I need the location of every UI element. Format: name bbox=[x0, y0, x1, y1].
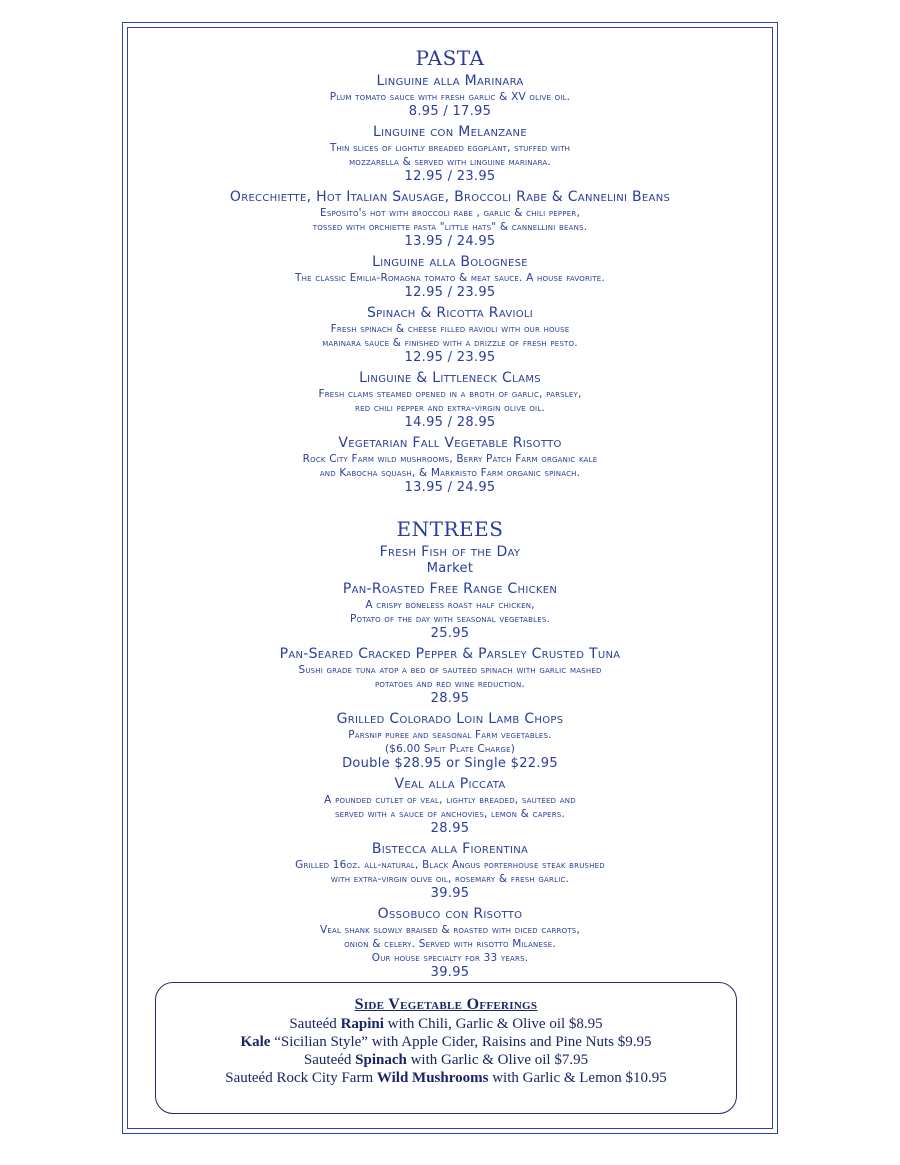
menu-item-name: Orecchiette, Hot Italian Sausage, Broccoli Rabe & Cannelini Beans bbox=[229, 189, 671, 205]
menu-item-description: and Kabocha squash, & Markristo Farm organic spinach. bbox=[319, 467, 581, 479]
menu-item-description: Grilled 16oz. all-natural, Black Angus porterhouse steak brushed bbox=[295, 859, 605, 871]
menu-item-description: Thin slices of lightly breaded eggplant, stuffed with bbox=[329, 142, 571, 154]
menu-item-description: Sushi grade tuna atop a bed of sauteéd spinach with garlic mashed bbox=[298, 664, 602, 676]
side-item bbox=[156, 1015, 736, 1033]
menu-item-description: served with a sauce of anchovies, lemon & capers. bbox=[335, 808, 565, 820]
menu-item-price: 28.95 bbox=[430, 691, 470, 706]
side-item-text: Sauteéd bbox=[303, 1052, 356, 1068]
side-item-text: Sauteéd bbox=[289, 1016, 341, 1032]
menu-item-price: 13.95 / 24.95 bbox=[404, 234, 496, 249]
menu-item-description: potatoes and red wine reduction. bbox=[375, 678, 525, 690]
menu-item-price: 28.95 bbox=[430, 821, 470, 836]
menu-item-name: Grilled Colorado Loin Lamb Chops bbox=[336, 711, 564, 727]
menu-item-name: Linguine alla Bolognese bbox=[372, 254, 528, 270]
menu-item bbox=[135, 369, 765, 430]
menu-item bbox=[135, 304, 765, 365]
menu-item-description: Potato of the day with seasonal vegetables. bbox=[349, 613, 551, 625]
entrees-list bbox=[135, 543, 765, 980]
side-item-name: Spinach bbox=[355, 1052, 407, 1068]
menu-item-name: Spinach & Ricotta Ravioli bbox=[366, 305, 534, 321]
menu-item-price: 12.95 / 23.95 bbox=[404, 285, 496, 300]
menu-item-description: A crispy boneless roast half chicken, bbox=[365, 599, 535, 611]
menu-item-price: 25.95 bbox=[430, 626, 470, 641]
side-item-text: “Sicilian Style” with Apple Cider, Raisins and Pine Nuts $9.95 bbox=[270, 1034, 652, 1050]
menu-item-price: 14.95 / 28.95 bbox=[404, 415, 496, 430]
menu-item-price: 39.95 bbox=[430, 965, 470, 980]
side-item bbox=[156, 1051, 736, 1069]
menu-item bbox=[135, 72, 765, 119]
menu-item-description: Our house specialty for 33 years. bbox=[371, 952, 529, 964]
sides-title: Side Vegetable Offerings bbox=[354, 996, 538, 1013]
menu-item-description: A pounded cutlet of veal, lightly breaded, sautéed and bbox=[324, 794, 576, 806]
menu-item bbox=[135, 710, 765, 771]
side-item-text: with Garlic & Olive oil $7.95 bbox=[406, 1052, 589, 1068]
menu-item-description: with extra-virgin olive oil, rosemary & fresh garlic. bbox=[330, 873, 570, 885]
menu-item-price: 13.95 / 24.95 bbox=[404, 480, 496, 495]
menu-item-description: Fresh spinach & cheese filled ravioli with our house bbox=[330, 323, 570, 335]
menu-item-description: Plum tomato sauce with fresh garlic & XV olive oil. bbox=[329, 91, 571, 103]
menu-item-name: Linguine alla Marinara bbox=[376, 73, 524, 89]
menu-item-name: Pan-Roasted Free Range Chicken bbox=[342, 581, 558, 597]
menu-item bbox=[135, 434, 765, 495]
menu-content bbox=[135, 44, 765, 980]
menu-item-price: Market bbox=[426, 561, 474, 576]
menu-item bbox=[135, 840, 765, 901]
pasta-list bbox=[135, 72, 765, 495]
side-item-text: with Chili, Garlic & Olive oil $8.95 bbox=[383, 1016, 603, 1032]
menu-item-description: Veal shank slowly braised & roasted with diced carrots, bbox=[320, 924, 580, 936]
menu-item-name: Fresh Fish of the Day bbox=[379, 544, 521, 560]
menu-item-name: Linguine con Melanzane bbox=[373, 124, 527, 140]
menu-item bbox=[135, 543, 765, 576]
menu-item bbox=[135, 645, 765, 706]
menu-item-description: Fresh clams steamed opened in a broth of garlic, parsley, bbox=[318, 388, 582, 400]
menu-item bbox=[135, 580, 765, 641]
menu-item-price: 12.95 / 23.95 bbox=[404, 350, 496, 365]
menu-item-name: Vegetarian Fall Vegetable Risotto bbox=[338, 435, 562, 451]
side-item bbox=[156, 1033, 736, 1051]
menu-item-price: Double $28.95 or Single $22.95 bbox=[342, 756, 558, 771]
side-item-name: Wild Mushrooms bbox=[376, 1070, 489, 1086]
menu-item-description: tossed with orchiette pasta "little hats" & cannellini beans. bbox=[312, 221, 588, 233]
menu-item-description: Rock City Farm wild mushrooms, Berry Patch Farm organic kale bbox=[302, 453, 598, 465]
pasta-section-title: PASTA bbox=[415, 46, 485, 70]
menu-item bbox=[135, 905, 765, 980]
side-item-text: with Garlic & Lemon $10.95 bbox=[488, 1070, 667, 1086]
entrees-section-title: ENTREES bbox=[396, 517, 504, 541]
side-item bbox=[156, 1069, 736, 1087]
menu-item-price: 39.95 bbox=[430, 886, 470, 901]
menu-item-name: Bistecca alla Fiorentina bbox=[371, 841, 529, 857]
menu-item-description: Parsnip puree and seasonal Farm vegetables. bbox=[348, 729, 552, 741]
menu-item bbox=[135, 775, 765, 836]
sides-list bbox=[156, 1015, 736, 1087]
menu-item-name: Pan-Seared Cracked Pepper & Parsley Crusted Tuna bbox=[279, 646, 621, 662]
menu-item-description: The classic Emilia-Romagna tomato & meat sauce. A house favorite. bbox=[295, 272, 605, 284]
menu-item-name: Veal alla Piccata bbox=[394, 776, 506, 792]
side-item-name: Rapini bbox=[340, 1016, 384, 1032]
menu-item-description: Esposito's hot with broccoli rabe , garlic & chili pepper, bbox=[319, 207, 580, 219]
menu-item-description: mozzarella & served with linguine marinara. bbox=[349, 156, 551, 168]
menu-item bbox=[135, 123, 765, 184]
menu-item-name: Ossobuco con Risotto bbox=[377, 906, 523, 922]
menu-item bbox=[135, 188, 765, 249]
side-item-name: Kale bbox=[240, 1034, 271, 1050]
menu-item-description: red chili pepper and extra-virgin olive oil. bbox=[355, 402, 545, 414]
menu-item-description: ($6.00 Split Plate Charge) bbox=[384, 743, 516, 755]
side-item-text: Sauteéd Rock City Farm bbox=[225, 1070, 377, 1086]
side-vegetables-box bbox=[155, 982, 737, 1114]
menu-item-price: 12.95 / 23.95 bbox=[404, 169, 496, 184]
menu-item-name: Linguine & Littleneck Clams bbox=[359, 370, 541, 386]
menu-item bbox=[135, 253, 765, 300]
menu-item-description: marinara sauce & finished with a drizzle of fresh pesto. bbox=[322, 337, 578, 349]
menu-item-description: onion & celery. Served with risotto Milanese. bbox=[344, 938, 556, 950]
menu-item-price: 8.95 / 17.95 bbox=[408, 104, 492, 119]
